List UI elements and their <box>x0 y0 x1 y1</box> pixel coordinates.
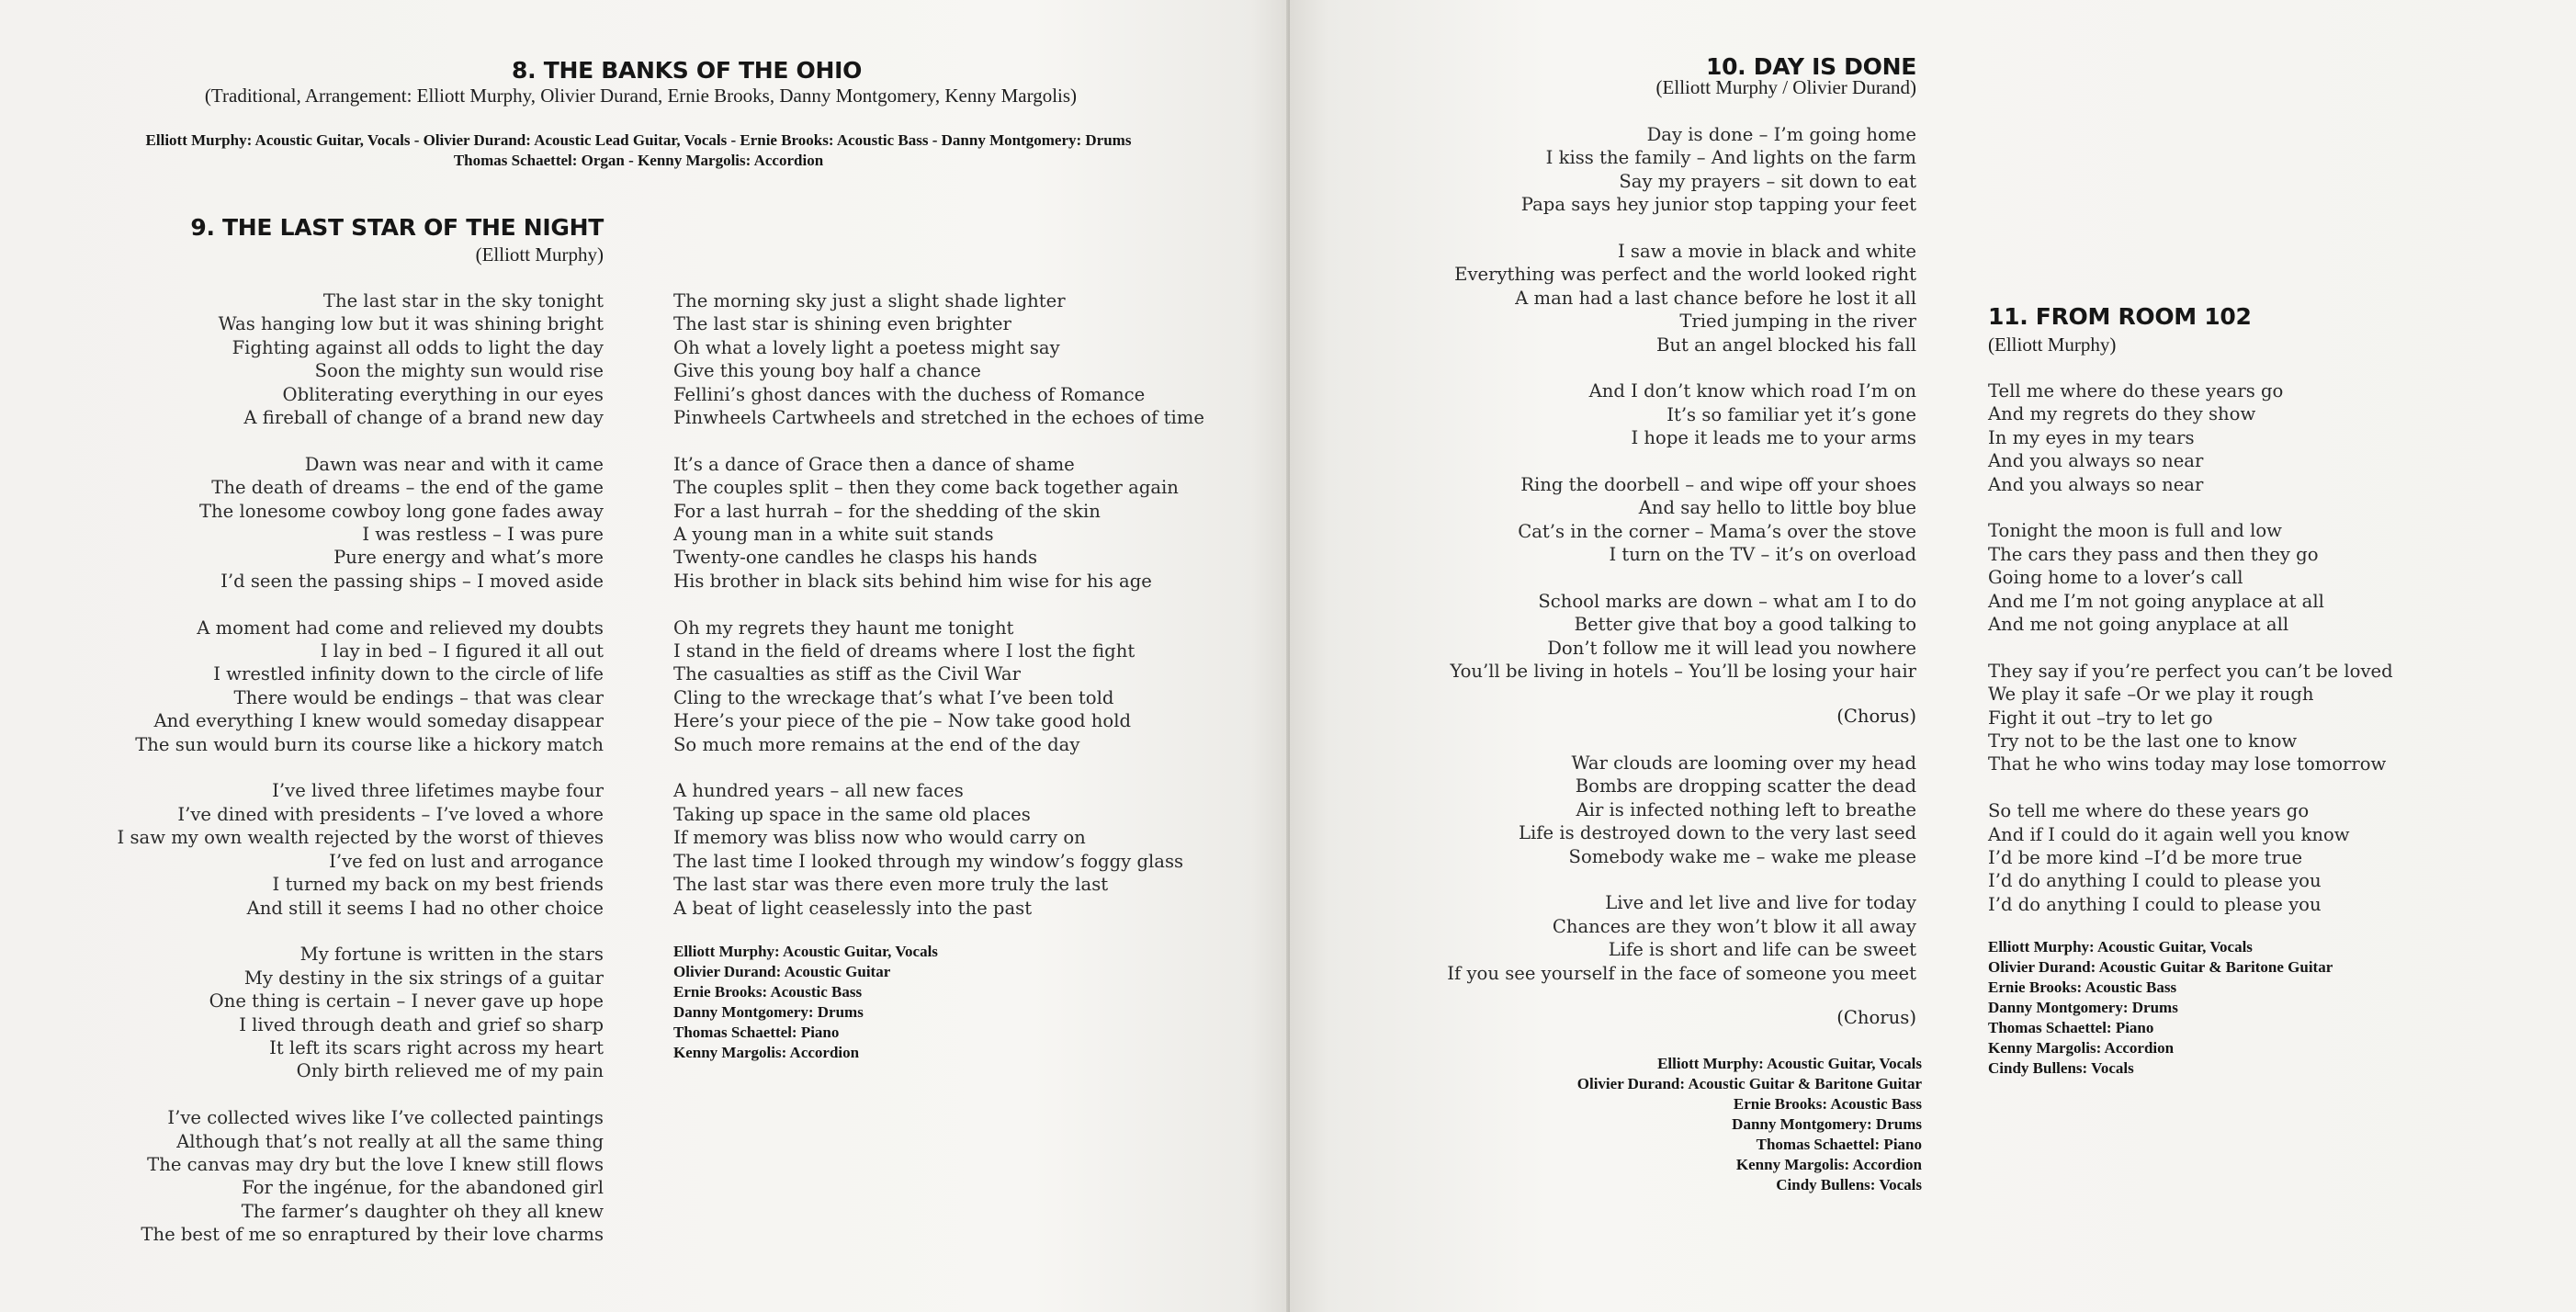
lyric-line: Somebody wake me – wake me please <box>1568 845 1916 867</box>
lyric-line: And me not going anyplace at all <box>1988 614 2289 636</box>
track-10-chorus-marker: (Chorus) <box>1836 706 1916 727</box>
lyric-line: The lonesome cowboy long gone fades away <box>198 500 604 522</box>
track-8-musicians <box>0 130 1277 171</box>
lyric-line: Cling to the wreckage that’s what I’ve been told <box>673 686 1114 708</box>
lyric-line: Day is done – I’m going home <box>1646 124 1916 145</box>
lyric-line: A young man in a white suit stands <box>673 524 994 546</box>
lyric-stanza <box>673 289 1204 429</box>
lyric-line: I lay in bed – I figured it all out <box>320 640 604 662</box>
lyric-line: And me I’m not going anyplace at all <box>1988 590 2324 612</box>
lyric-line: I saw my own wealth rejected by the worst of thieves <box>117 827 604 849</box>
lyric-stanza <box>1450 123 1916 217</box>
lyric-stanza <box>1988 519 2393 636</box>
musician-credit: Thomas Schaettel: Piano <box>673 1024 840 1041</box>
lyric-line: The last star in the sky tonight <box>322 290 604 311</box>
lyric-line: Cat’s in the corner – Mama’s over the stove <box>1518 520 1916 542</box>
lyric-line: The casualties as stiff as the Civil War <box>673 663 1021 685</box>
lyric-stanza <box>1988 799 2393 916</box>
lyric-line: Fight it out –try to let go <box>1988 707 2213 729</box>
lyric-stanza <box>673 779 1204 919</box>
lyric-line: A hundred years – all new faces <box>673 780 964 802</box>
musician-credit: Danny Montgomery: Drums <box>673 1003 864 1021</box>
track-9-writer: (Elliott Murphy) <box>475 243 604 266</box>
lyric-stanza <box>673 616 1204 756</box>
track-8-title: 8. THE BANKS OF THE OHIO <box>512 57 863 84</box>
lyric-line: The farmer’s daughter oh they all knew <box>241 1200 604 1222</box>
lyric-line: A moment had come and relieved my doubts <box>197 616 604 639</box>
lyric-line: I lived through death and grief so sharp <box>239 1013 604 1035</box>
musician-credit: Thomas Schaettel: Piano <box>1756 1136 1922 1153</box>
lyric-line: The sun would burn its course like a hickory match <box>135 733 604 755</box>
lyric-line: And you always so near <box>1988 473 2204 495</box>
lyric-line: I wrestled infinity down to the circle of life <box>213 663 604 685</box>
lyric-line: We play it safe –Or we play it rough <box>1988 684 2314 706</box>
track-11-lyrics <box>1988 379 2393 916</box>
lyric-line: Tonight the moon is full and low <box>1988 520 2282 542</box>
lyric-line: Ring the doorbell – and wipe off your shoes <box>1520 474 1916 496</box>
lyric-line: So much more remains at the end of the day <box>673 733 1080 755</box>
lyric-line: Oh my regrets they haunt me tonight <box>673 616 1014 639</box>
right-page <box>1290 0 2576 1312</box>
lyric-stanza <box>118 453 604 593</box>
lyric-line: I’ve collected wives like I’ve collected paintings <box>167 1107 604 1129</box>
lyric-line: Fighting against all odds to light the day <box>232 336 604 358</box>
lyric-line: Obliterating everything in our eyes <box>282 383 604 405</box>
lyric-line: A man had a last chance before he lost it all <box>1515 287 1916 309</box>
musician-credit: Elliott Murphy: Acoustic Guitar, Vocals <box>1988 938 2253 956</box>
lyric-line: The best of me so enraptured by their love charms <box>141 1224 604 1246</box>
lyric-line: I’ve lived three lifetimes maybe four <box>272 780 604 802</box>
lyric-line: Was hanging low but it was shining bright <box>218 313 604 335</box>
lyric-line: Although that’s not really at all the same thing <box>176 1130 604 1152</box>
lyric-line: But an angel blocked his fall <box>1655 334 1916 356</box>
lyric-line: Soon the mighty sun would rise <box>314 360 604 382</box>
lyric-stanza <box>118 1106 604 1246</box>
track-10-lyrics-part-1 <box>1450 123 1916 684</box>
track-9-musicians <box>673 942 938 1063</box>
lyric-line: A fireball of change of a brand new day <box>243 407 604 429</box>
lyric-line: Here’s your piece of the pie – Now take good hold <box>673 710 1132 732</box>
lyric-line: I’ve dined with presidents – I’ve loved a whore <box>177 803 604 825</box>
lyric-line: Life is destroyed down to the very last seed <box>1519 822 1916 844</box>
musician-credit: Elliott Murphy: Acoustic Guitar, Vocals <box>1657 1055 1922 1072</box>
lyric-line: Pure energy and what’s more <box>333 547 604 569</box>
track-11-musicians <box>1988 937 2333 1079</box>
lyric-line: War clouds are looming over my head <box>1571 752 1916 774</box>
lyric-line: Going home to a lover’s call <box>1988 567 2243 589</box>
lyric-line: And say hello to little boy blue <box>1638 497 1916 519</box>
lyric-stanza <box>1988 660 2393 776</box>
lyric-line: My fortune is written in the stars <box>299 944 604 966</box>
musician-credit: Thomas Schaettel: Piano <box>1988 1019 2154 1036</box>
musician-credit: Cindy Bullens: Vocals <box>1988 1059 2134 1077</box>
lyric-line: And I don’t know which road I’m on <box>1588 380 1916 402</box>
lyric-line: Live and let live and live for today <box>1605 892 1916 914</box>
lyric-stanza <box>1447 752 1916 868</box>
lyric-stanza <box>1988 379 2393 496</box>
track-10-lyrics-part-2 <box>1447 752 1916 985</box>
track-9-lyrics-column-1 <box>118 289 604 1247</box>
lyric-line: I hope it leads me to your arms <box>1631 427 1916 449</box>
lyric-stanza <box>118 779 604 919</box>
track-10-writer: (Elliott Murphy / Olivier Durand) <box>1655 76 1916 98</box>
lyric-stanza <box>1450 590 1916 684</box>
lyric-line: Fellini’s ghost dances with the duchess of Romance <box>673 383 1146 405</box>
musician-credit: Danny Montgomery: Drums <box>1988 999 2178 1016</box>
lyric-line: I turn on the TV – it’s on overload <box>1609 544 1916 566</box>
lyric-line: Papa says hey junior stop tapping your feet <box>1520 194 1916 216</box>
lyric-line: Try not to be the last one to know <box>1988 730 2298 752</box>
lyric-line: Twenty-one candles he clasps his hands <box>673 547 1038 569</box>
lyric-line: For a last hurrah – for the shedding of the skin <box>673 500 1101 522</box>
lyric-line: That he who wins today may lose tomorrow <box>1988 753 2387 775</box>
track-10-chorus-marker: (Chorus) <box>1836 1007 1916 1028</box>
lyric-stanza <box>118 289 604 429</box>
lyric-line: Say my prayers – sit down to eat <box>1619 170 1916 192</box>
lyric-line: Pinwheels Cartwheels and stretched in the echoes of time <box>673 407 1204 429</box>
lyric-line: The last star was there even more truly the last <box>673 874 1109 896</box>
lyric-line: Bombs are dropping scatter the dead <box>1575 775 1916 797</box>
lyric-line: And if I could do it again well you know <box>1988 823 2350 845</box>
musician-credit: Ernie Brooks: Acoustic Bass <box>673 983 863 1001</box>
lyric-line: One thing is certain – I never gave up hope <box>209 990 604 1012</box>
lyric-line: And everything I knew would someday disappear <box>153 710 604 732</box>
musician-line: Thomas Schaettel: Organ - Kenny Margolis: Accordion <box>453 152 824 169</box>
lyric-line: Taking up space in the same old places <box>673 803 1031 825</box>
lyric-stanza <box>1447 891 1916 985</box>
lyric-line: It’s so familiar yet it’s gone <box>1666 403 1916 425</box>
lyric-line: It left its scars right across my heart <box>269 1036 604 1058</box>
lyric-line: His brother in black sits behind him wise for his age <box>673 570 1152 592</box>
musician-credit: Elliott Murphy: Acoustic Guitar, Vocals <box>673 943 938 960</box>
lyric-line: I’d be more kind –I’d be more true <box>1988 847 2303 869</box>
musician-credit: Kenny Margolis: Accordion <box>1735 1156 1922 1173</box>
lyric-line: So tell me where do these years go <box>1988 800 2310 822</box>
lyric-stanza <box>118 943 604 1082</box>
lyric-line: Chances are they won’t blow it all away <box>1552 915 1916 937</box>
musician-credit: Danny Montgomery: Drums <box>1732 1115 1922 1133</box>
lyric-line: I was restless – I was pure <box>362 524 604 546</box>
lyric-line: In my eyes in my tears <box>1988 426 2195 448</box>
lyric-line: The cars they pass and then they go <box>1988 543 2319 565</box>
lyric-line: You’ll be living in hotels – You’ll be losing your hair <box>1450 661 1916 683</box>
lyric-line: I’d do anything I could to please you <box>1988 893 2322 915</box>
musician-credit: Cindy Bullens: Vocals <box>1776 1176 1922 1193</box>
track-9-title: 9. THE LAST STAR OF THE NIGHT <box>190 214 604 241</box>
musician-credit: Kenny Margolis: Accordion <box>673 1044 860 1061</box>
lyric-line: I’d do anything I could to please you <box>1988 870 2322 892</box>
lyric-line: School marks are down – what am I to do <box>1538 591 1916 613</box>
lyric-line: Don’t follow me it will lead you nowhere <box>1547 637 1916 659</box>
lyric-line: My destiny in the six strings of a guitar <box>243 967 604 989</box>
lyric-line: Everything was perfect and the world looked right <box>1454 264 1916 286</box>
lyric-stanza <box>1450 379 1916 449</box>
lyric-line: I saw a movie in black and white <box>1617 241 1916 263</box>
lyric-line: There would be endings – that was clear <box>233 686 604 708</box>
lyric-line: Better give that boy a good talking to <box>1574 614 1916 636</box>
lyric-line: The last star is shining even brighter <box>673 313 1011 335</box>
musician-credit: Ernie Brooks: Acoustic Bass <box>1733 1095 1922 1113</box>
lyric-line: The last time I looked through my window’s foggy glass <box>673 850 1184 872</box>
lyric-line: I’ve fed on lust and arrogance <box>329 850 604 872</box>
lyric-line: And still it seems I had no other choice <box>246 897 604 919</box>
lyric-line: Life is short and life can be sweet <box>1608 939 1916 961</box>
track-11-title: 11. FROM ROOM 102 <box>1988 303 2252 330</box>
musician-line: Elliott Murphy: Acoustic Guitar, Vocals - Olivier Durand: Acoustic Lead Guitar, Vocals - Ernie Brooks: Acoustic Bass - Danny Montgomery: Drums <box>145 131 1132 149</box>
lyric-line: Tried jumping in the river <box>1679 311 1916 333</box>
lyric-line: If you see yourself in the face of someone you meet <box>1447 962 1916 984</box>
lyric-stanza <box>118 616 604 756</box>
track-10-title: 10. DAY IS DONE <box>1705 53 1916 80</box>
lyric-line: I stand in the field of dreams where I lost the fight <box>673 640 1135 662</box>
lyric-stanza <box>1450 240 1916 356</box>
lyric-line: Dawn was near and with it came <box>304 453 604 475</box>
musician-credit: Ernie Brooks: Acoustic Bass <box>1988 978 2177 996</box>
lyric-line: I’d seen the passing ships – I moved aside <box>220 570 604 592</box>
track-10-musicians <box>1577 1054 1922 1195</box>
musician-credit: Kenny Margolis: Accordion <box>1988 1039 2175 1057</box>
lyric-line: For the ingénue, for the abandoned girl <box>242 1177 604 1199</box>
lyric-line: Oh what a lovely light a poetess might say <box>673 336 1060 358</box>
lyric-line: The canvas may dry but the love I knew still flows <box>147 1153 604 1175</box>
track-11-writer: (Elliott Murphy) <box>1988 334 2117 356</box>
lyric-line: Air is infected nothing left to breathe <box>1576 798 1916 820</box>
track-9-lyrics-column-2 <box>673 289 1204 920</box>
lyric-line: They say if you’re perfect you can’t be loved <box>1988 660 2393 682</box>
lyric-line: The death of dreams – the end of the game <box>211 477 604 499</box>
musician-credit: Olivier Durand: Acoustic Guitar & Baritone Guitar <box>1576 1075 1922 1092</box>
musician-credit: Olivier Durand: Acoustic Guitar <box>673 963 891 980</box>
track-8-credits: (Traditional, Arrangement: Elliott Murphy, Olivier Durand, Ernie Brooks, Danny Montgomery, Kenny Margolis) <box>204 85 1078 107</box>
lyric-line: If memory was bliss now who would carry on <box>673 827 1086 849</box>
lyric-line: It’s a dance of Grace then a dance of shame <box>673 453 1075 475</box>
lyric-line: I kiss the family – And lights on the farm <box>1545 147 1916 169</box>
lyric-stanza <box>673 453 1204 593</box>
lyric-line: Tell me where do these years go <box>1988 380 2284 402</box>
musician-credit: Olivier Durand: Acoustic Guitar & Baritone Guitar <box>1988 958 2333 976</box>
lyric-line: Give this young boy half a chance <box>673 360 981 382</box>
lyric-line: Only birth relieved me of my pain <box>296 1060 604 1082</box>
lyric-line: A beat of light ceaselessly into the past <box>673 897 1033 919</box>
lyric-line: The morning sky just a slight shade lighter <box>673 290 1066 311</box>
lyric-line: And you always so near <box>1988 450 2204 472</box>
lyric-line: And my regrets do they show <box>1988 403 2256 425</box>
lyric-line: I turned my back on my best friends <box>272 874 604 896</box>
lyric-stanza <box>1450 473 1916 567</box>
lyric-line: The couples split – then they come back together again <box>673 477 1179 499</box>
